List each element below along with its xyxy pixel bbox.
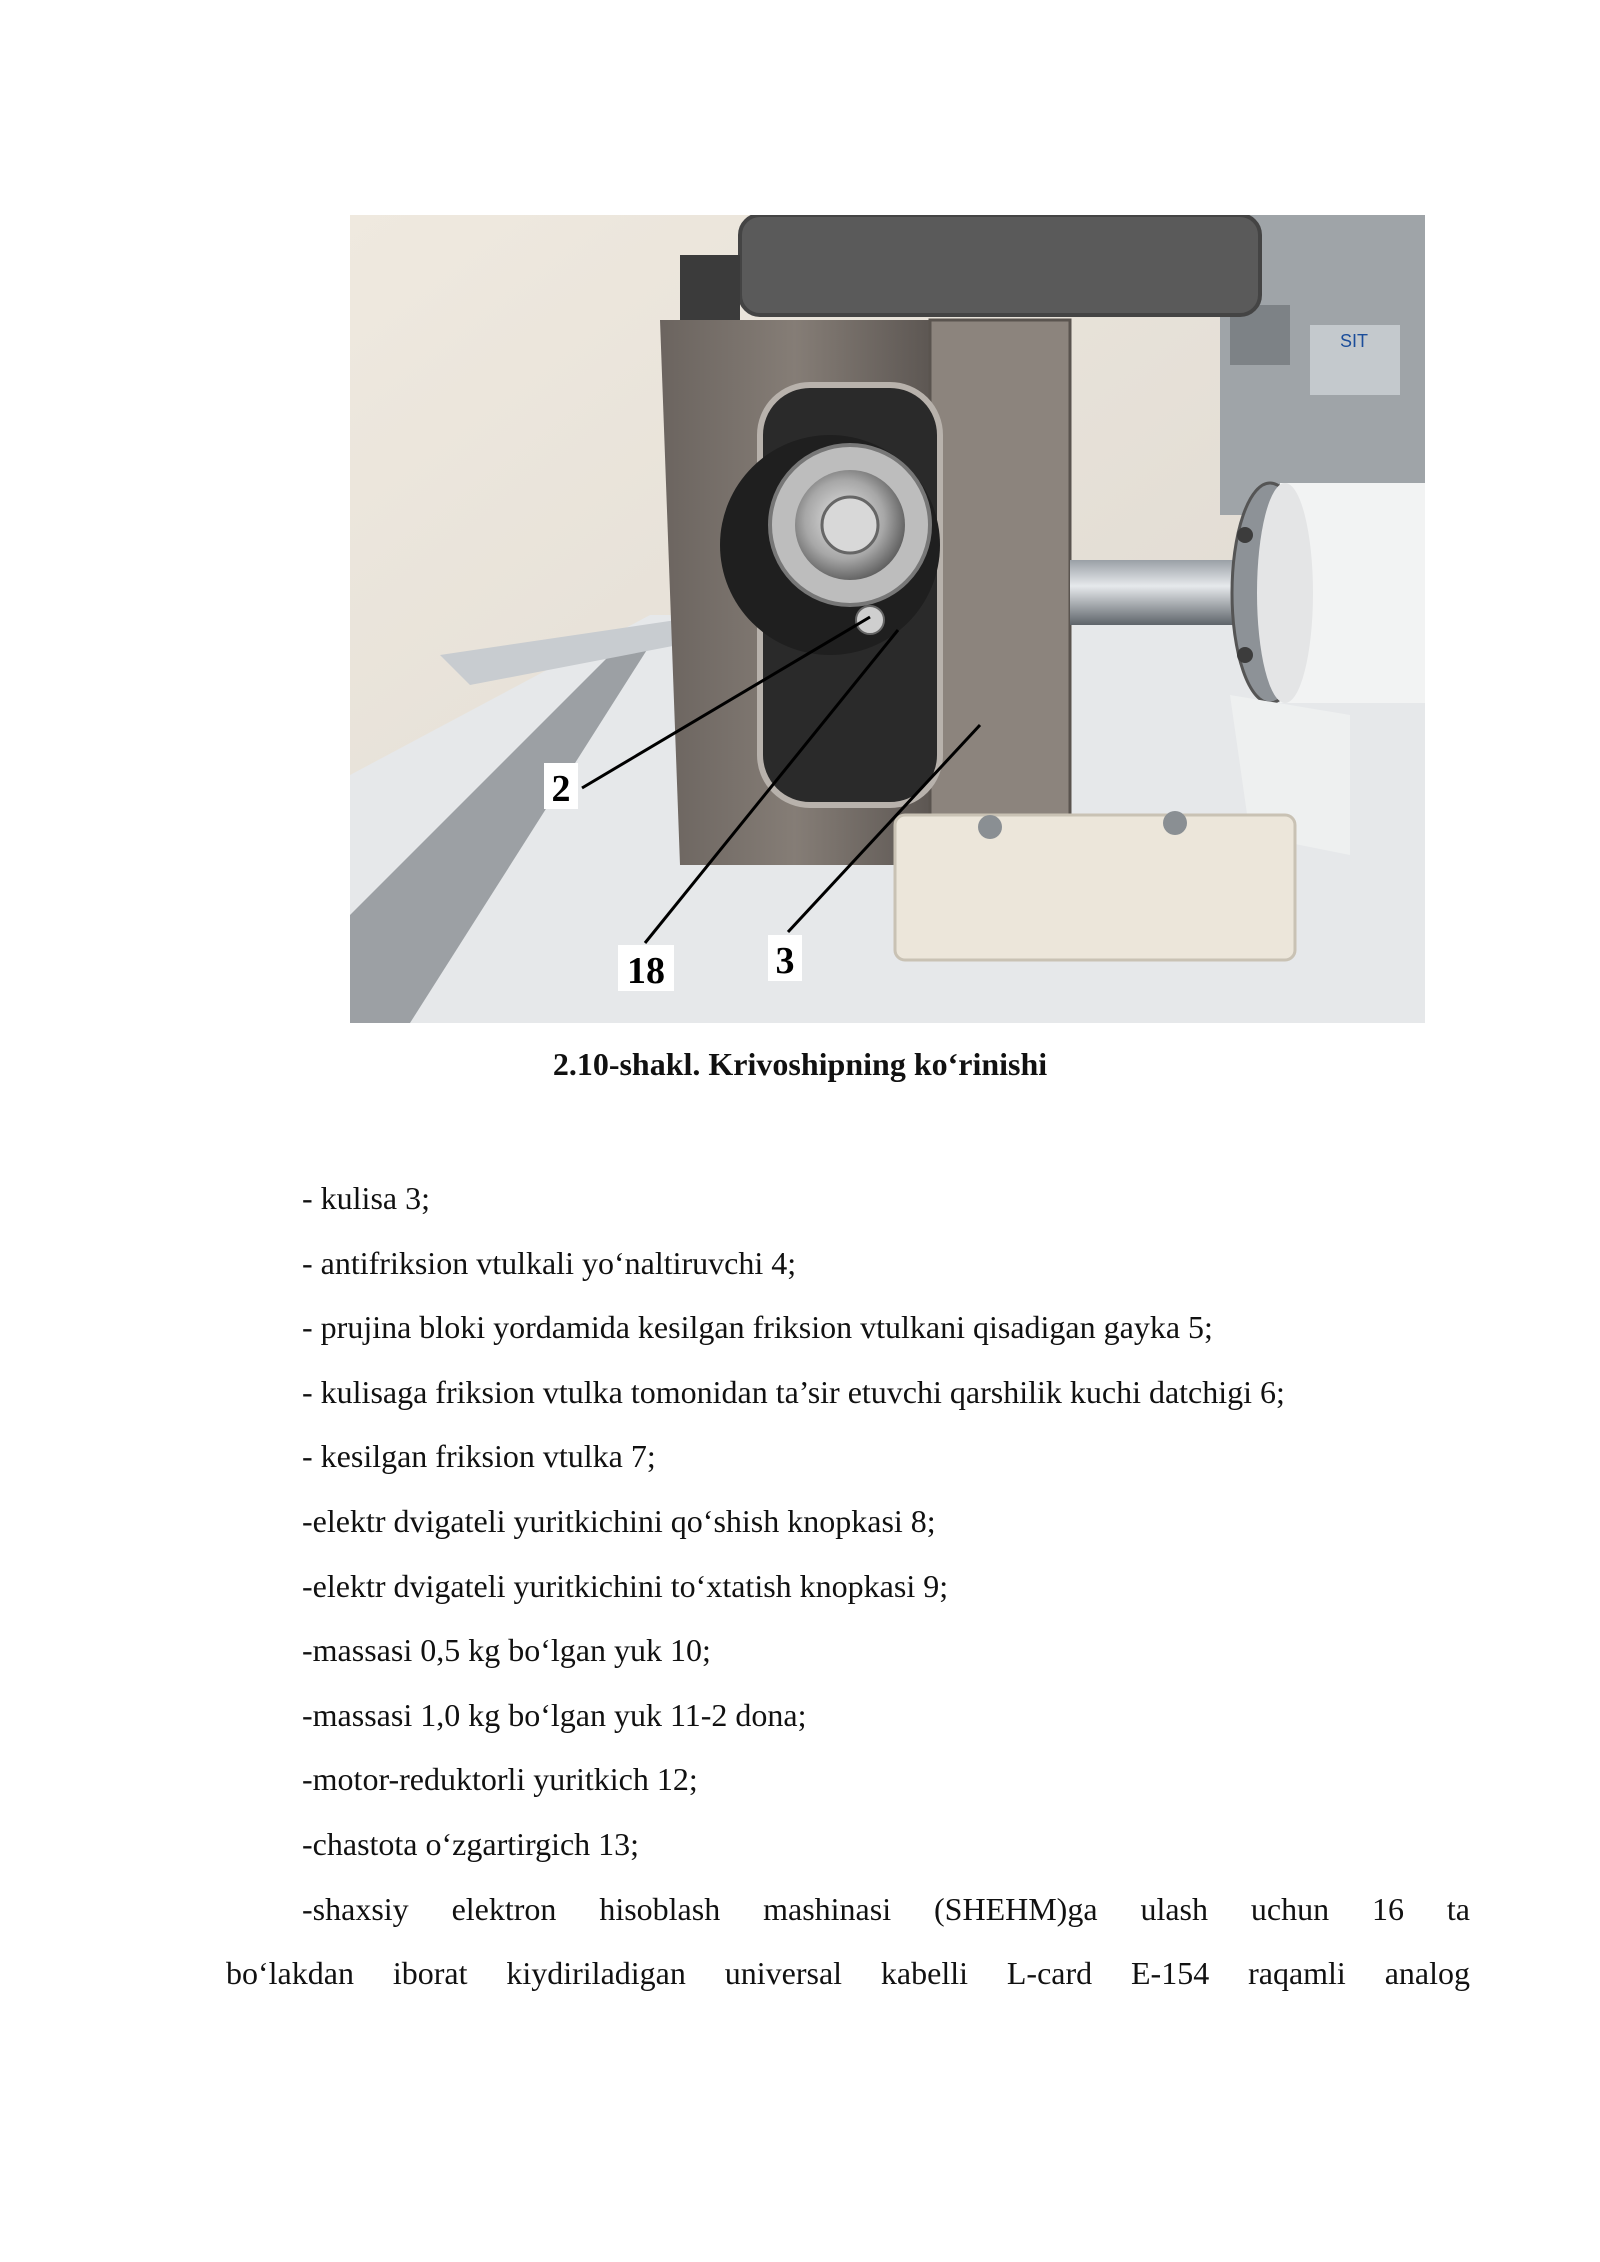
list-item: - kulisa 3; bbox=[302, 1180, 430, 1216]
figure-caption: 2.10-shakl. Krivoshipning ko‘rinishi bbox=[552, 1046, 1048, 1082]
label-18: 18 bbox=[627, 950, 665, 992]
svg-text:SIT: SIT bbox=[1340, 331, 1369, 351]
label-2: 2 bbox=[551, 768, 571, 810]
list-item: -motor-reduktorli yuritkich 12; bbox=[302, 1761, 698, 1798]
crank-mechanism-illustration bbox=[350, 215, 1425, 1023]
list-item: -massasi 0,5 kg bo‘lgan yuk 10; bbox=[302, 1632, 711, 1669]
list-item: - prujina bloki yordamida kesilgan friksion vtulkani qisadigan gayka 5; bbox=[302, 1309, 1213, 1346]
list-item: -elektr dvigateli yuritkichini to‘xtatish knopkasi 9; bbox=[302, 1567, 949, 1604]
list-item: -massasi 1,0 kg bo‘lgan yuk 11-2 dona; bbox=[302, 1696, 807, 1733]
list-item: - kesilgan friksion vtulka 7; bbox=[302, 1438, 656, 1475]
list-item: -elektr dvigateli yuritkichini qo‘shish knopkasi 8; bbox=[302, 1502, 936, 1539]
paragraph-line-2: bo‘lakdan iborat kiydiriladigan universal kabelli L-card E-154 raqamli analog bbox=[226, 1955, 1470, 1992]
figure-photo bbox=[350, 215, 1425, 1023]
paragraph-line-1: -shaxsiy elektron hisoblash mashinasi (SHEHM)ga ulash uchun 16 ta bbox=[302, 1890, 1470, 1927]
list-item: - kulisaga friksion vtulka tomonidan ta’sir etuvchi qarshilik kuchi datchigi 6; bbox=[302, 1373, 1285, 1410]
list-item: - antifriksion vtulkali yo‘naltiruvchi 4; bbox=[302, 1244, 797, 1281]
component-list bbox=[226, 1166, 1470, 2006]
list-item: -chastota o‘zgartirgich 13; bbox=[302, 1825, 640, 1862]
label-3: 3 bbox=[775, 940, 795, 982]
